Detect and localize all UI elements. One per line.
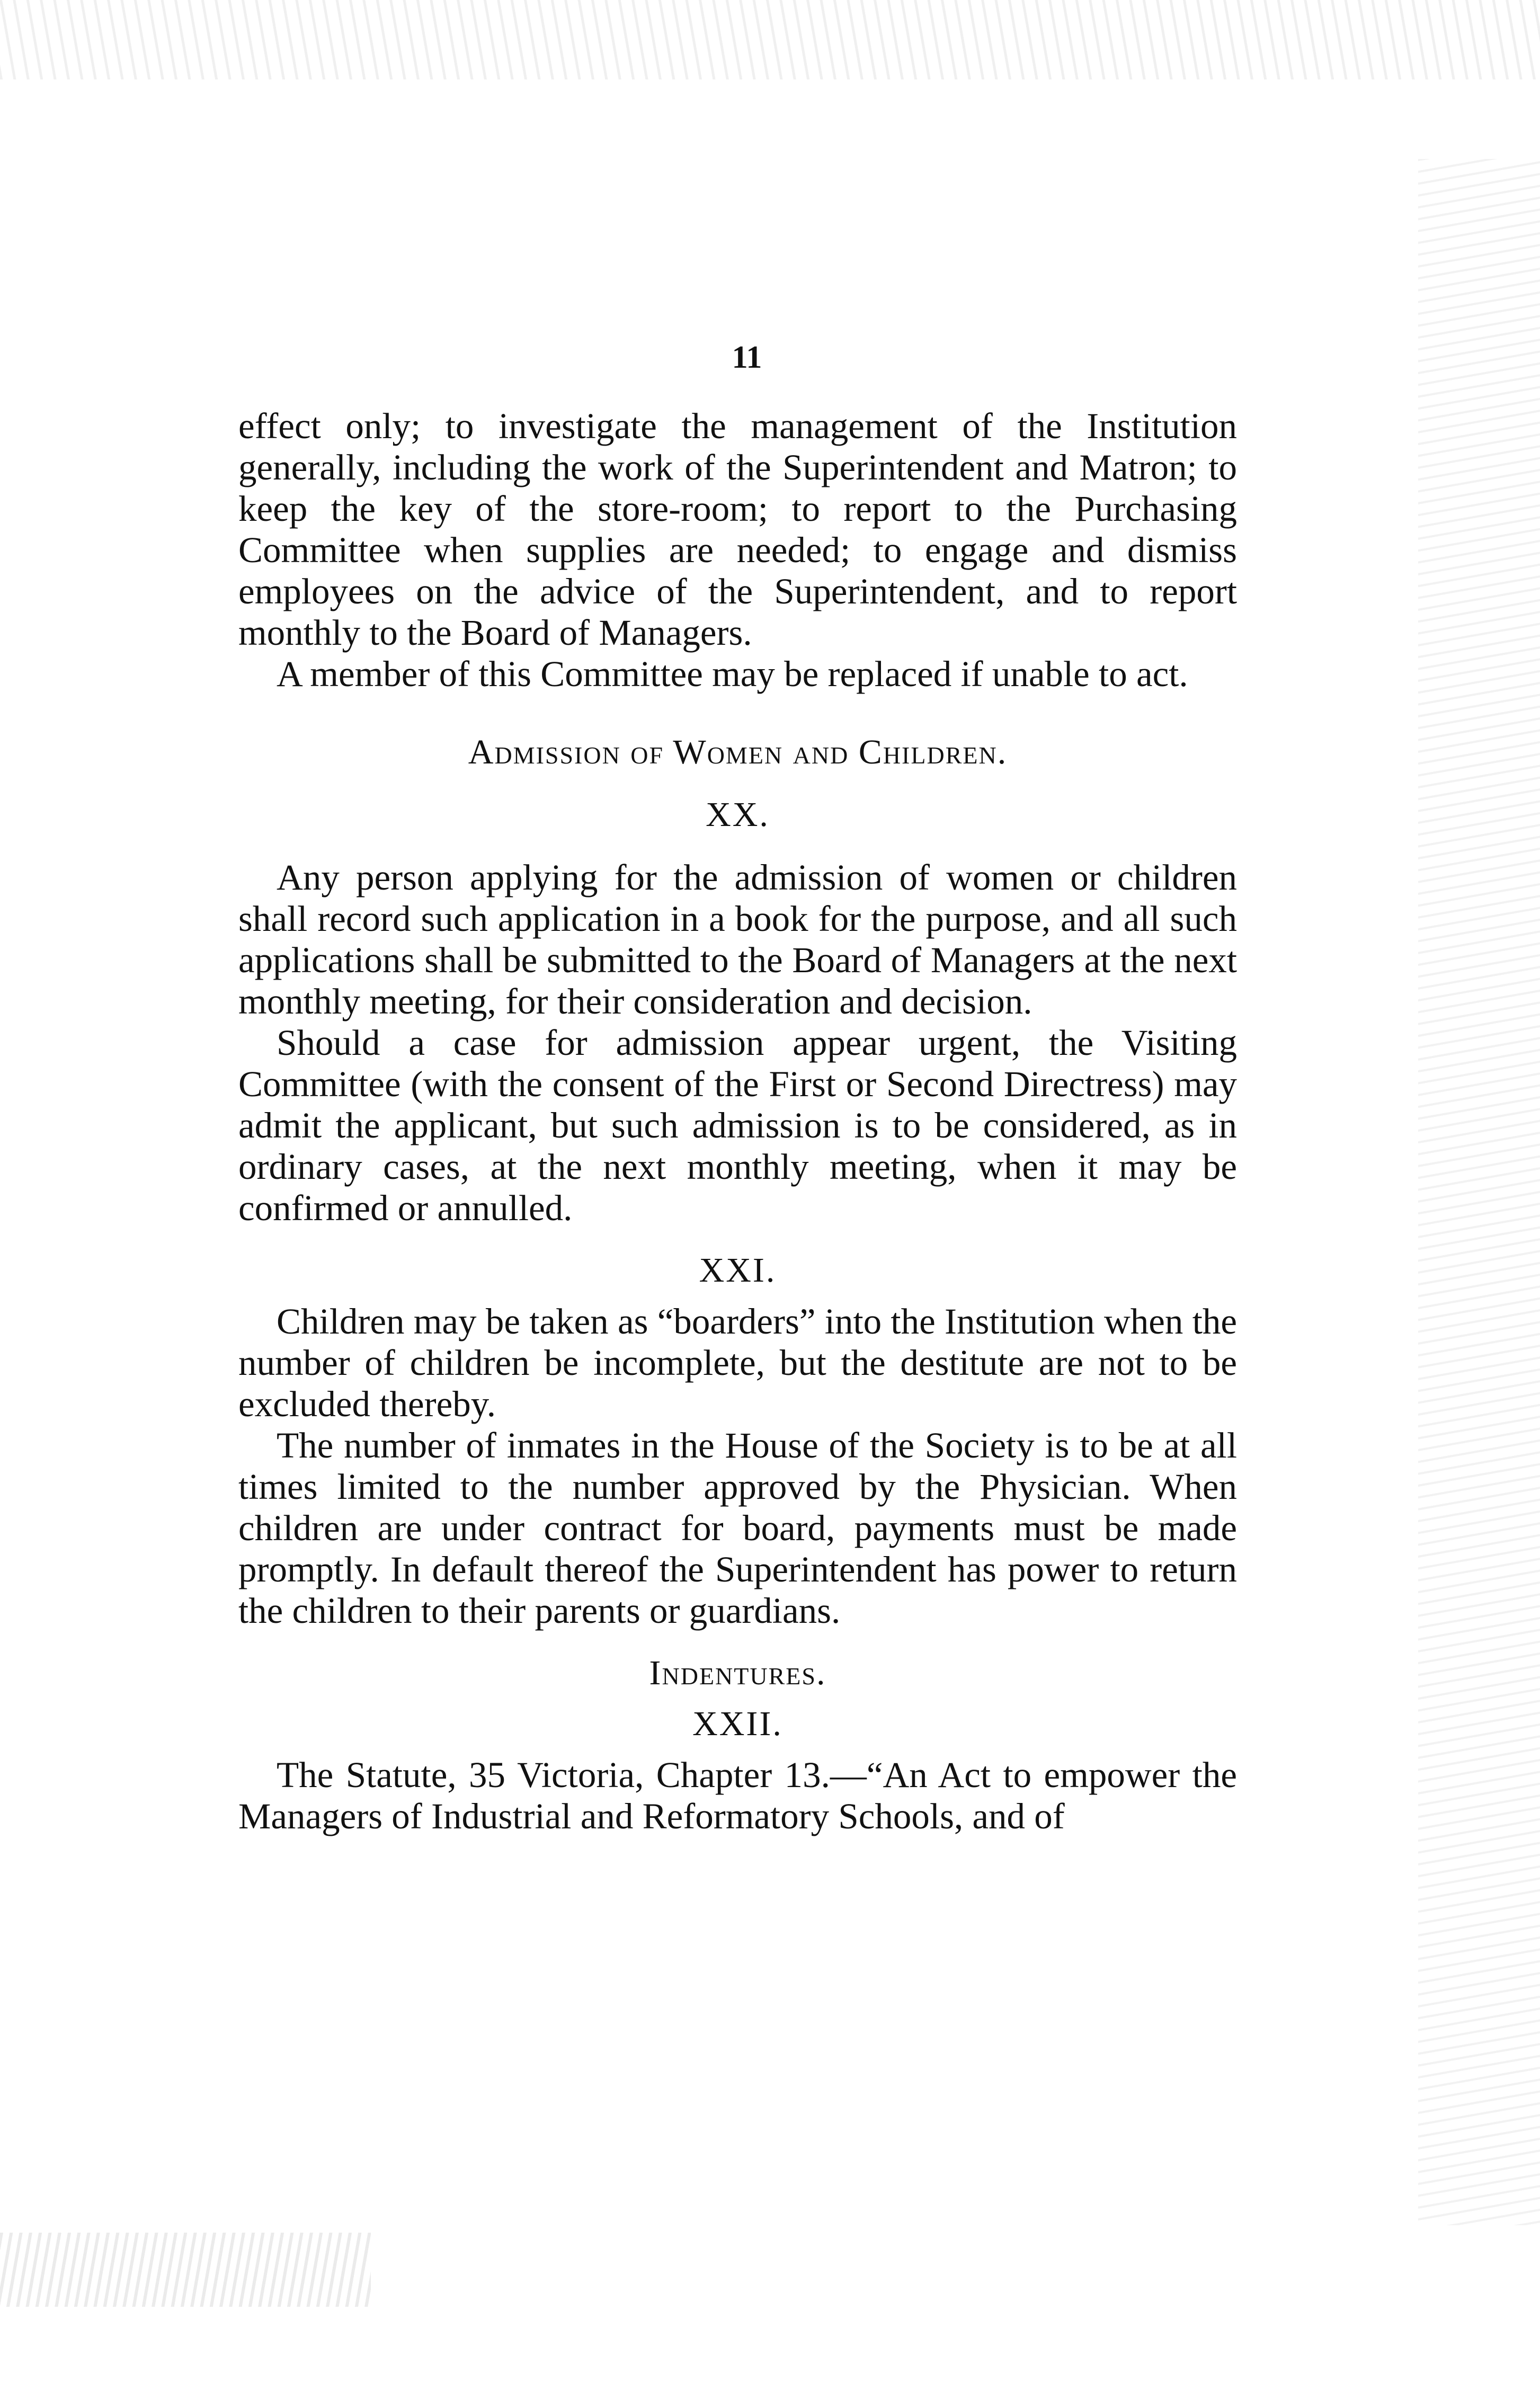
paragraph-statute: The Statute, 35 Victoria, Chapter 13.—“An Act to empower the Managers of Industrial and Reformatory Schools, and of (238, 1755, 1237, 1836)
paragraph-inmate-limit: The number of inmates in the House of the Society is to be at all times limited to the number approved by the Physician. When children are under contract for board, payments must be made promptly. In default thereof the Superintendent has power to return the children to their parents or guardians. (238, 1425, 1237, 1631)
scan-noise-right-edge (1418, 159, 1540, 2225)
paragraph-admission-application: Any person applying for the admission of women or children shall record such application in a book for the purpose, and all such applications shall be submitted to the Board of Managers at the next monthly meeting, for their consideration and decision. (238, 857, 1237, 1021)
section-numeral-xx: XX. (706, 795, 770, 834)
paragraph-urgent-admission: Should a case for admission appear urgent, the Visiting Committee (with the consent of the First or Second Directress) may admit the applicant, but such admission is to be considered, as in ordinary cases, at the next monthly meeting, when it may be confirmed or annulled. (238, 1023, 1237, 1228)
section-heading-indentures: Indentures. (649, 1654, 826, 1692)
paragraph-boarders: Children may be taken as “boarders” into the Institution when the number of children be incomplete, but the destitute are not to be excluded thereby. (238, 1301, 1237, 1424)
scan-noise-top (0, 0, 1540, 79)
page-body (238, 405, 1237, 1837)
scan-noise-bottom-left (0, 2233, 371, 2307)
paragraph-continued: effect only; to investigate the management of the Institution generally, including the work of the Superintendent and Matron; to keep the key of the store-room; to report to the Purchasing Committee when supplies are needed; to engage and dismiss employees on the advice of the Superintendent, and to report monthly to the Board of Managers. (238, 406, 1237, 653)
section-numeral-xxi: XXI. (699, 1251, 777, 1290)
paragraph-committee-replacement: A member of this Committee may be replaced if unable to act. (277, 654, 1188, 694)
section-heading-admission: Admission of Women and Children. (468, 733, 1008, 771)
page-number: 11 (732, 340, 762, 375)
section-numeral-xxii: XXII. (692, 1704, 783, 1743)
